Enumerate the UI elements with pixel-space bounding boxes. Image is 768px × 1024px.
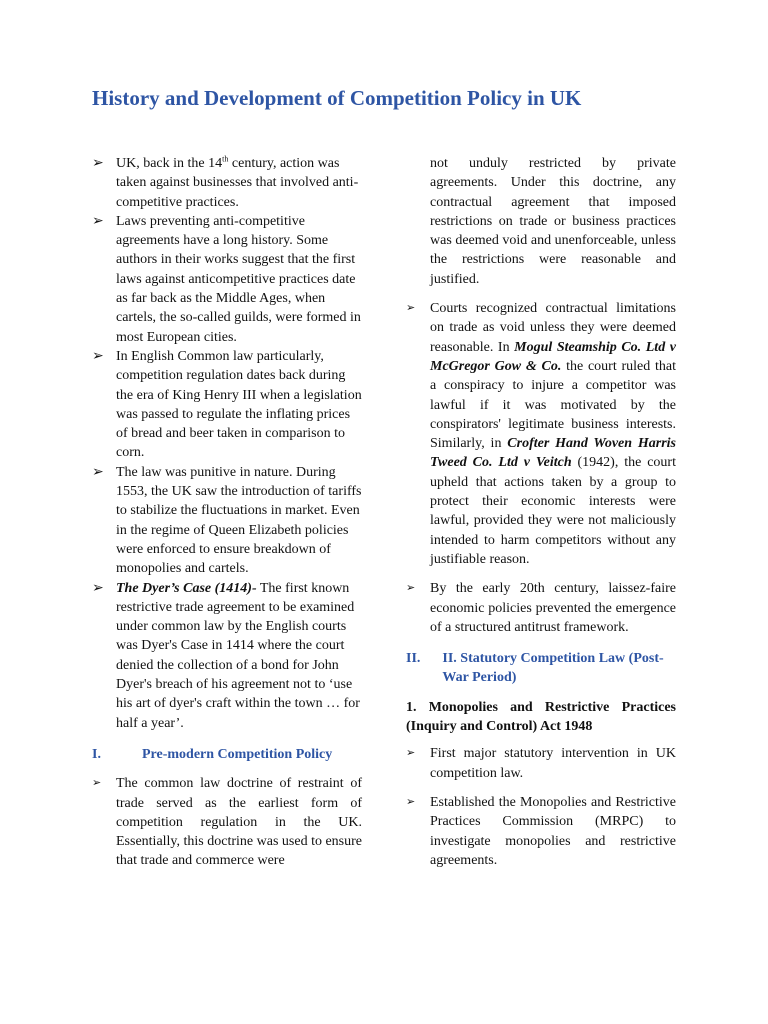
list-item	[406, 299, 676, 569]
arrowhead-bullet-icon: ➢	[92, 348, 104, 364]
ordinal-suffix: th	[222, 154, 229, 164]
arrowhead-bullet-icon: ➢	[406, 747, 416, 760]
courts-bullet-list	[406, 299, 676, 637]
arrowhead-bullet-icon: ➢	[406, 302, 416, 315]
bullet-text-post: century, action was taken against businesses that involved anti- competitive practices.	[116, 156, 359, 210]
bullet-text: Laws preventing anti-competitive agreements have a long history. Some authors in their works suggest that the first laws against anticompetitive practices date as far back as the Middle Ages, when cartels, the so-called guilds, were formed in most European cities.	[116, 213, 361, 345]
section-number: I.	[92, 746, 101, 762]
pre-modern-bullet-list	[92, 774, 362, 870]
bullet-text: In English Common law particularly, competition regulation dates back during the era of King Henry III when a legislation was passed to regulate the inflating prices of bread and beer taken in comparison to corn.	[116, 348, 362, 461]
case-name: The Dyer’s Case (1414)-	[116, 580, 257, 596]
list-item	[92, 463, 362, 579]
arrowhead-bullet-icon: ➢	[406, 582, 416, 595]
arrowhead-bullet-icon: ➢	[92, 156, 104, 171]
bullet-text: Established the Monopolies and Restrictive Practices Commission (MRPC) to investigate monopolies and restrictive agreements.	[430, 794, 676, 868]
bullet-text: (1942), the court upheld that actions taken by a group to protect their economic interests were lawful, provided they were not maliciously intended to harm competitors without any justifiable reason.	[430, 455, 676, 567]
case-name: Mogul Steamship Co. Ltd v McGregor Gow & Co.	[430, 339, 676, 374]
list-item	[406, 579, 676, 637]
bullet-text: By the early 20th century, laissez-faire economic policies prevented the emergence of a structured antitrust framework.	[430, 581, 676, 635]
bullet-text: First major statutory intervention in UK competition law.	[430, 746, 676, 781]
act-bullet-list	[406, 744, 676, 870]
section-label: II. Statutory Competition Law (Post-War Period)	[442, 651, 664, 686]
right-column	[406, 154, 676, 870]
arrowhead-bullet-icon: ➢	[92, 464, 104, 480]
list-item	[92, 212, 362, 347]
bullet-text-pre: UK, back in the 14	[116, 156, 223, 171]
act-subheading: 1. Monopolies and Restrictive Practices (Inquiry and Control) Act 1948	[406, 699, 676, 735]
list-item	[406, 744, 676, 783]
list-item	[92, 154, 362, 212]
arrowhead-bullet-icon: ➢	[92, 213, 104, 229]
continued-paragraph: not unduly restricted by private agreements. Under this doctrine, any contractual agreement that imposed restrictions on trade or business practices was deemed void and unenforceable, unless the restrictions were reasonable and justified.	[430, 156, 676, 287]
bullet-text: Courts recognized contractual limitations on trade as void unless they were deemed reasonable. In	[430, 301, 676, 355]
bullet-text: The first known restrictive trade agreement to be examined under common law by the English courts was Dyer's Case in 1414 where the court denied the collection of a bond for John Dyer's breach of his agreement not to ‘use his art of dyer's craft within the town … for half a year’.	[116, 580, 360, 731]
case-name: Crofter Hand Woven Harris Tweed Co. Ltd v Veitch	[430, 436, 677, 471]
bullet-text: The law was punitive in nature. During 1553, the UK saw the introduction of tariffs to stabilize the fluctuations in market. Even in the regime of Queen Elizabeth policies were enforced to ensure breakdown of monopolies and cartels.	[116, 464, 362, 577]
section-label: Pre-modern Competition Policy	[142, 746, 333, 762]
section-heading-statutory	[406, 649, 676, 688]
arrowhead-bullet-icon: ➢	[92, 777, 102, 790]
arrowhead-bullet-icon: ➢	[406, 795, 416, 808]
list-item	[92, 579, 362, 733]
list-item	[406, 793, 676, 870]
history-bullet-list	[92, 154, 362, 733]
bullet-text: The common law doctrine of restraint of trade served as the earliest form of competition regulation in the UK. Essentially, this doctrine was used to ensure that trade and commerce were	[116, 776, 362, 869]
list-item	[92, 347, 362, 463]
page-title: History and Development of Competition Policy in UK	[92, 86, 582, 110]
section-number: II.	[406, 651, 421, 667]
left-column	[92, 154, 362, 871]
arrowhead-bullet-icon: ➢	[92, 580, 104, 596]
bullet-text: the court ruled that a conspiracy to injure a competitor was lawful if it was motivated by the conspirators' legitimate business interests. Similarly, in	[430, 358, 676, 452]
section-heading-pre-modern	[92, 745, 362, 764]
list-item	[92, 774, 362, 870]
